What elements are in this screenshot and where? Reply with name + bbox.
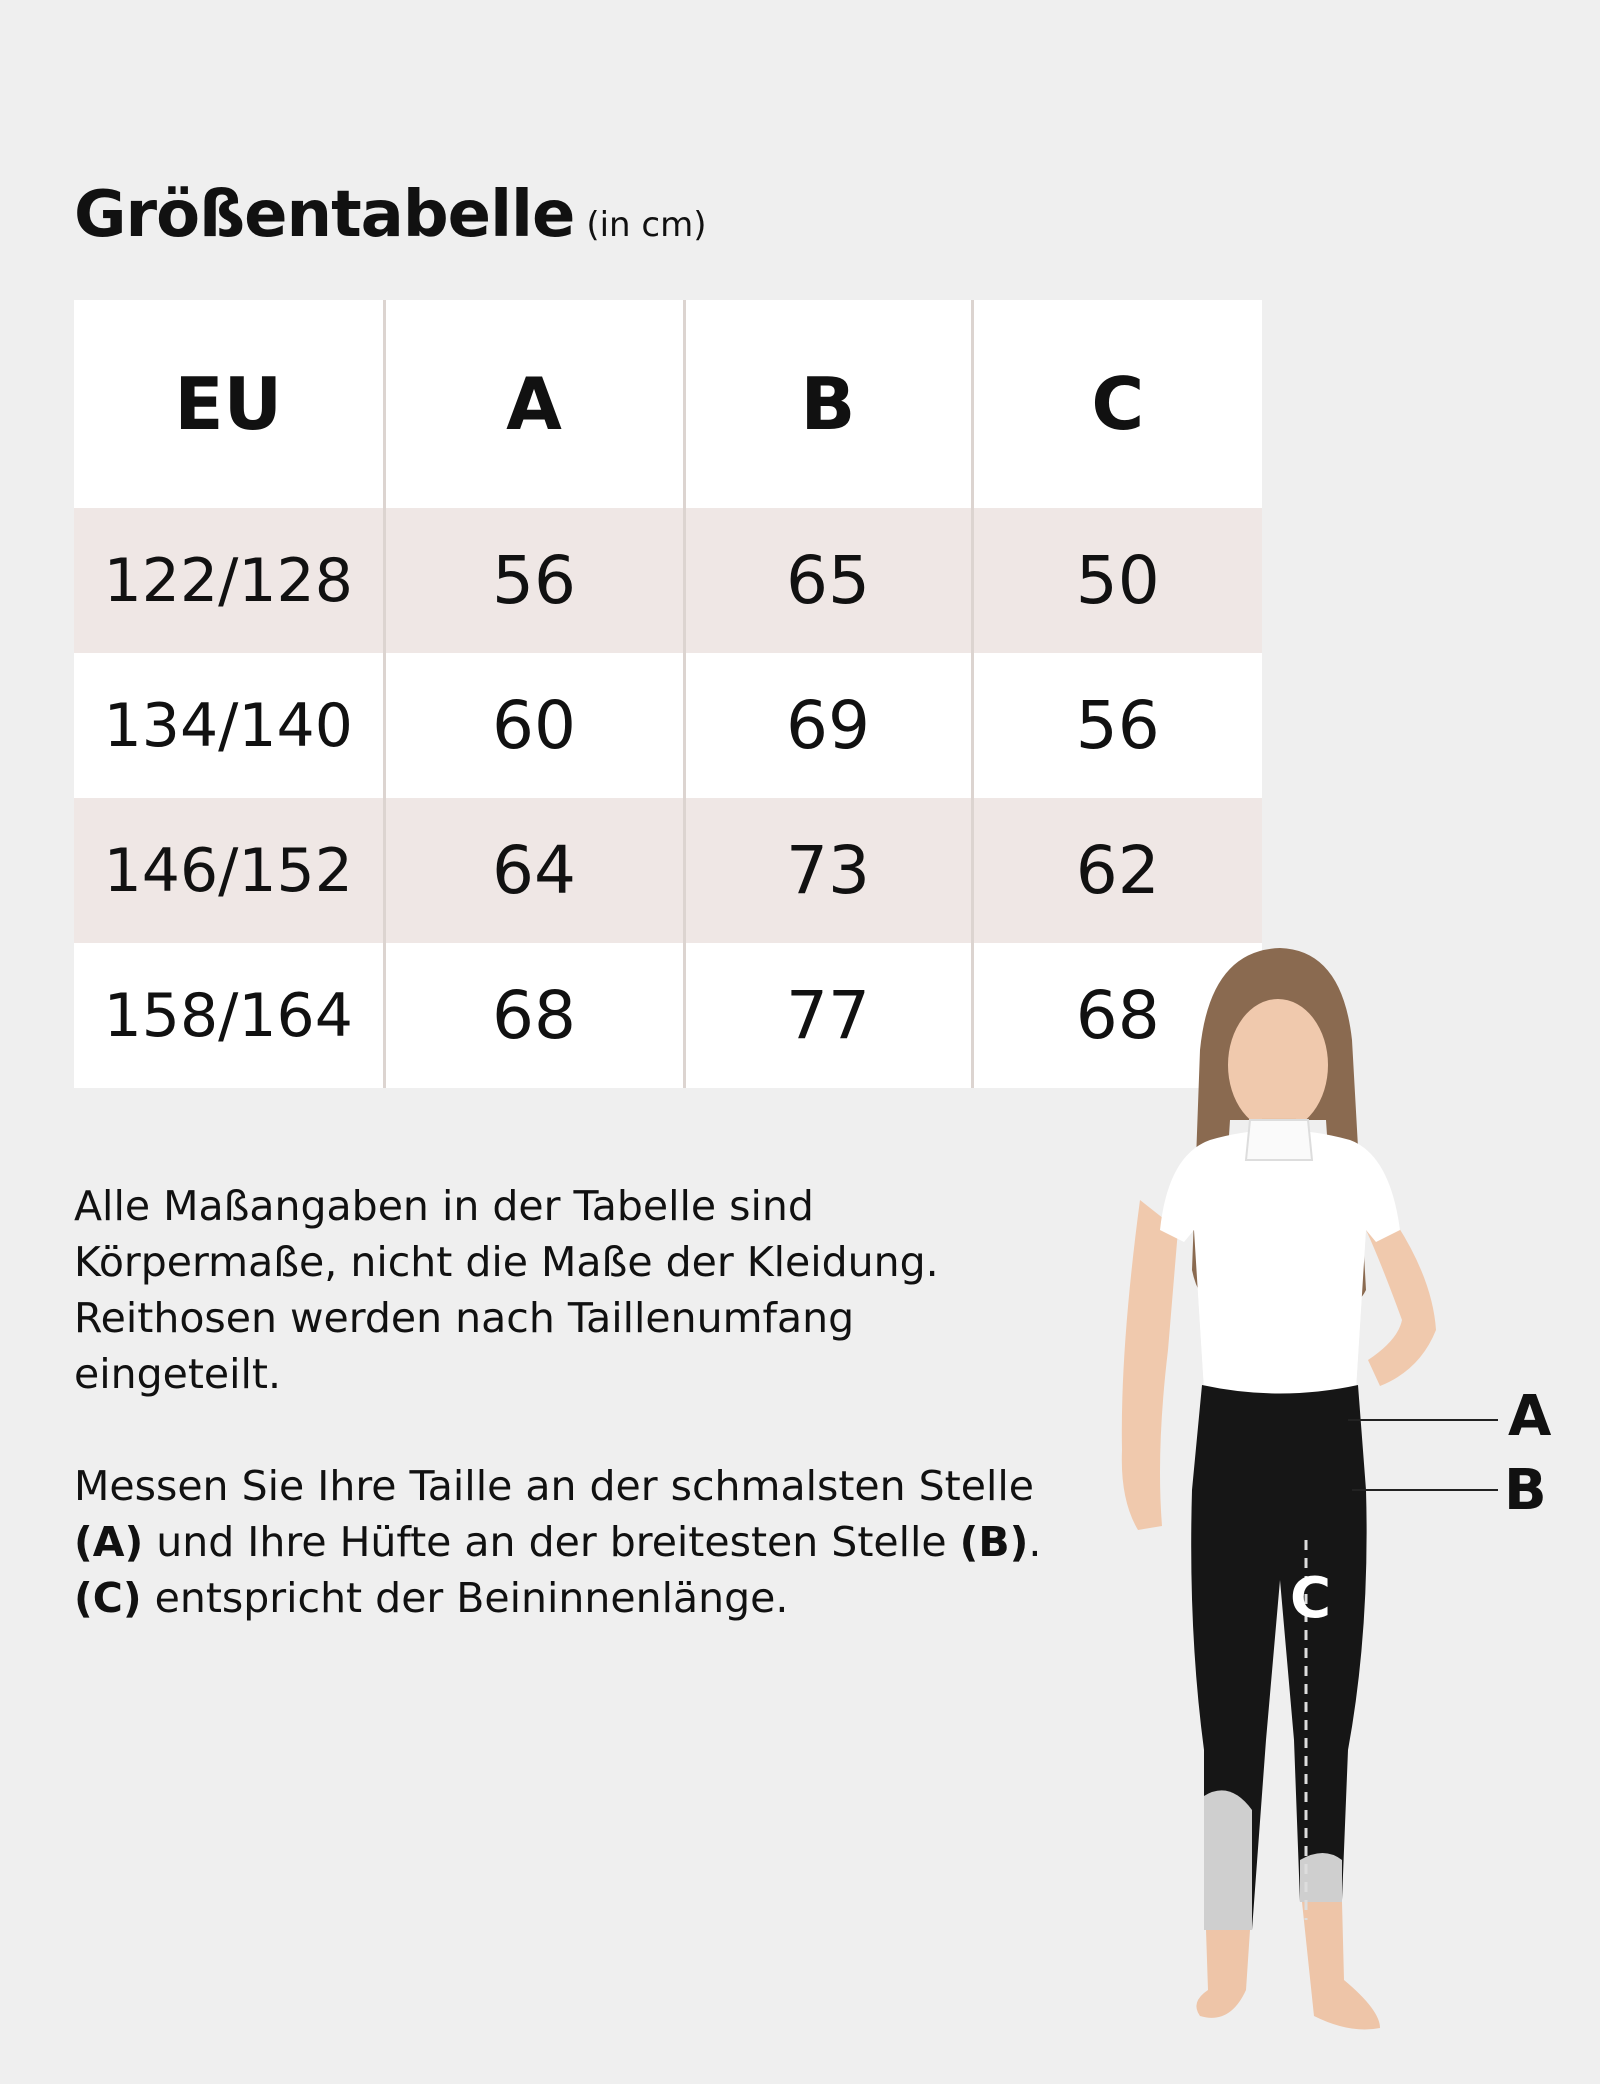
- note-body-measurements: Alle Maßangaben in der Tabelle sind Körpermaße, nicht die Maße der Kleidung. Reithosen werden nach Taillenumfang eingeteilt.: [74, 1182, 939, 1398]
- marker-label-c: C: [1290, 1566, 1332, 1631]
- cell-a: 64: [384, 798, 684, 943]
- page-header: [74, 178, 707, 252]
- column-header-c: C: [972, 300, 1262, 508]
- cell-c: 50: [972, 508, 1262, 653]
- cell-b: 65: [684, 508, 972, 653]
- cell-eu: 122/128: [103, 545, 353, 616]
- note-text: entspricht der Beininnenlänge.: [141, 1574, 789, 1622]
- note-text: .: [1028, 1518, 1042, 1566]
- marker-label-b: B: [1504, 1458, 1547, 1523]
- note-ref-b: (B): [959, 1518, 1029, 1566]
- table-row: [74, 653, 1262, 798]
- note-text: und Ihre Hüfte an der breitesten Stelle: [143, 1518, 960, 1566]
- table-row: [74, 798, 1262, 943]
- cell-a: 56: [384, 508, 684, 653]
- table-header-row: [74, 300, 1262, 508]
- cell-c: 56: [972, 653, 1262, 798]
- marker-label-a: A: [1508, 1384, 1552, 1449]
- note-ref-a: (A): [74, 1518, 144, 1566]
- note-text: Messen Sie Ihre Taille an der schmalsten Stelle: [74, 1462, 1034, 1510]
- cell-a: 60: [384, 653, 684, 798]
- cell-b: 77: [684, 943, 972, 1088]
- table-row: [74, 508, 1262, 653]
- note-ref-c: (C): [74, 1574, 142, 1622]
- column-header-a: A: [384, 300, 684, 508]
- cell-c: 68: [972, 943, 1262, 1088]
- cell-b: 73: [684, 798, 972, 943]
- column-header-b: B: [684, 300, 972, 508]
- column-header-eu: EU: [174, 362, 283, 446]
- cell-eu: 134/140: [103, 690, 353, 761]
- model-photo: [1080, 930, 1600, 2080]
- cell-eu: 158/164: [103, 980, 353, 1051]
- cell-a: 68: [384, 943, 684, 1088]
- cell-c: 62: [972, 798, 1262, 943]
- cell-b: 69: [684, 653, 972, 798]
- note-how-to-measure: [74, 1458, 1074, 1626]
- measurement-notes: [74, 1178, 1074, 1682]
- unit-label: (in cm): [586, 205, 707, 245]
- cell-eu: 146/152: [103, 835, 353, 906]
- page-title: Größentabelle: [74, 178, 575, 252]
